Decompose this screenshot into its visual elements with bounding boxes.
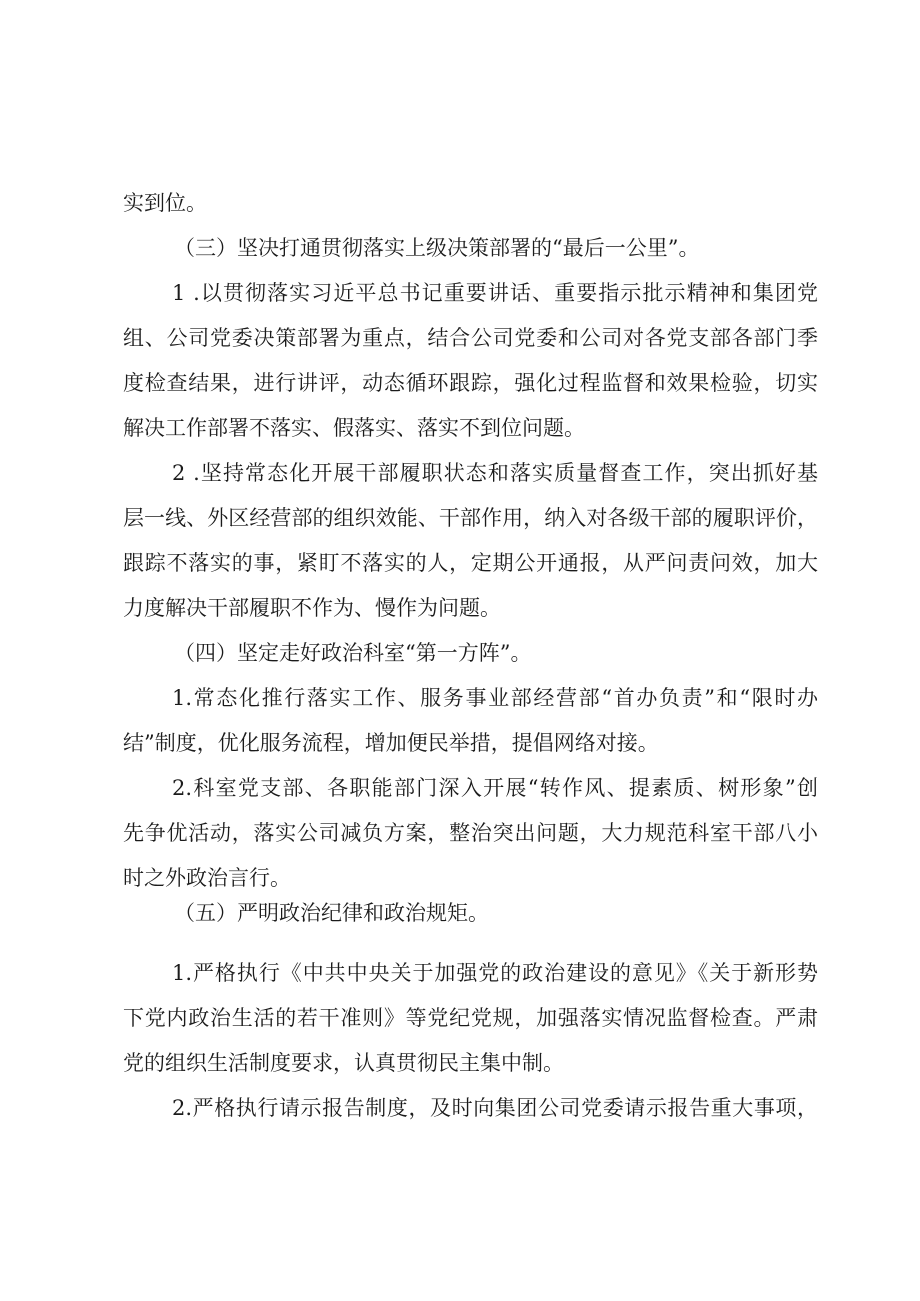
text-line: 2.科室党支部、各职能部门深入开展“转作风、提素质、树形象”创 <box>172 776 818 800</box>
text-line: 时之外政治言行。 <box>123 866 291 890</box>
text-line: 结”制度，优化服务流程，增加便民举措，提倡网络对接。 <box>123 731 659 755</box>
text-line: 1.严格执行《中共中央关于加强党的政治建设的意见》《关于新形势 <box>172 961 818 985</box>
text-line: 层一线、外区经营部的组织效能、干部作用，纳入对各级干部的履职评价， <box>123 506 818 530</box>
text-line: 下党内政治生活的若干准则》等党纪党规，加强落实情况监督检查。严肃 <box>123 1006 818 1030</box>
text-line: 解决工作部署不落实、假落实、落实不到位问题。 <box>123 416 585 440</box>
section-heading-3: （三）坚决打通贯彻落实上级决策部署的“最后一公里”。 <box>174 236 700 260</box>
text-line: 跟踪不落实的事，紧盯不落实的人，定期公开通报，从严问责问效，加大 <box>123 551 818 575</box>
text-line: 2.严格执行请示报告制度，及时向集团公司党委请示报告重大事项， <box>172 1096 818 1120</box>
text-line: 2 .坚持常态化开展干部履职状态和落实质量督查工作，突出抓好基 <box>172 461 818 485</box>
text-line: 实到位。 <box>123 191 207 215</box>
text-line: 组、公司党委决策部署为重点，结合公司党委和公司对各党支部各部门季 <box>123 326 818 350</box>
text-line: 力度解决干部履职不作为、慢作为问题。 <box>123 596 501 620</box>
text-line: 度检查结果，进行讲评，动态循环跟踪，强化过程监督和效果检验，切实 <box>123 371 818 395</box>
text-line: 党的组织生活制度要求，认真贯彻民主集中制。 <box>123 1051 564 1075</box>
text-line: 1.常态化推行落实工作、服务事业部经营部“首办负责”和“限时办 <box>172 686 818 710</box>
section-heading-4: （四）坚定走好政治科室“第一方阵”。 <box>174 641 532 665</box>
text-line: 1 .以贯彻落实习近平总书记重要讲话、重要指示批示精神和集团党 <box>172 281 818 305</box>
text-line: 先争优活动，落实公司减负方案，整治突出问题，大力规范科室干部八小 <box>123 821 818 845</box>
section-heading-5: （五）严明政治纪律和政治规矩。 <box>174 901 489 925</box>
